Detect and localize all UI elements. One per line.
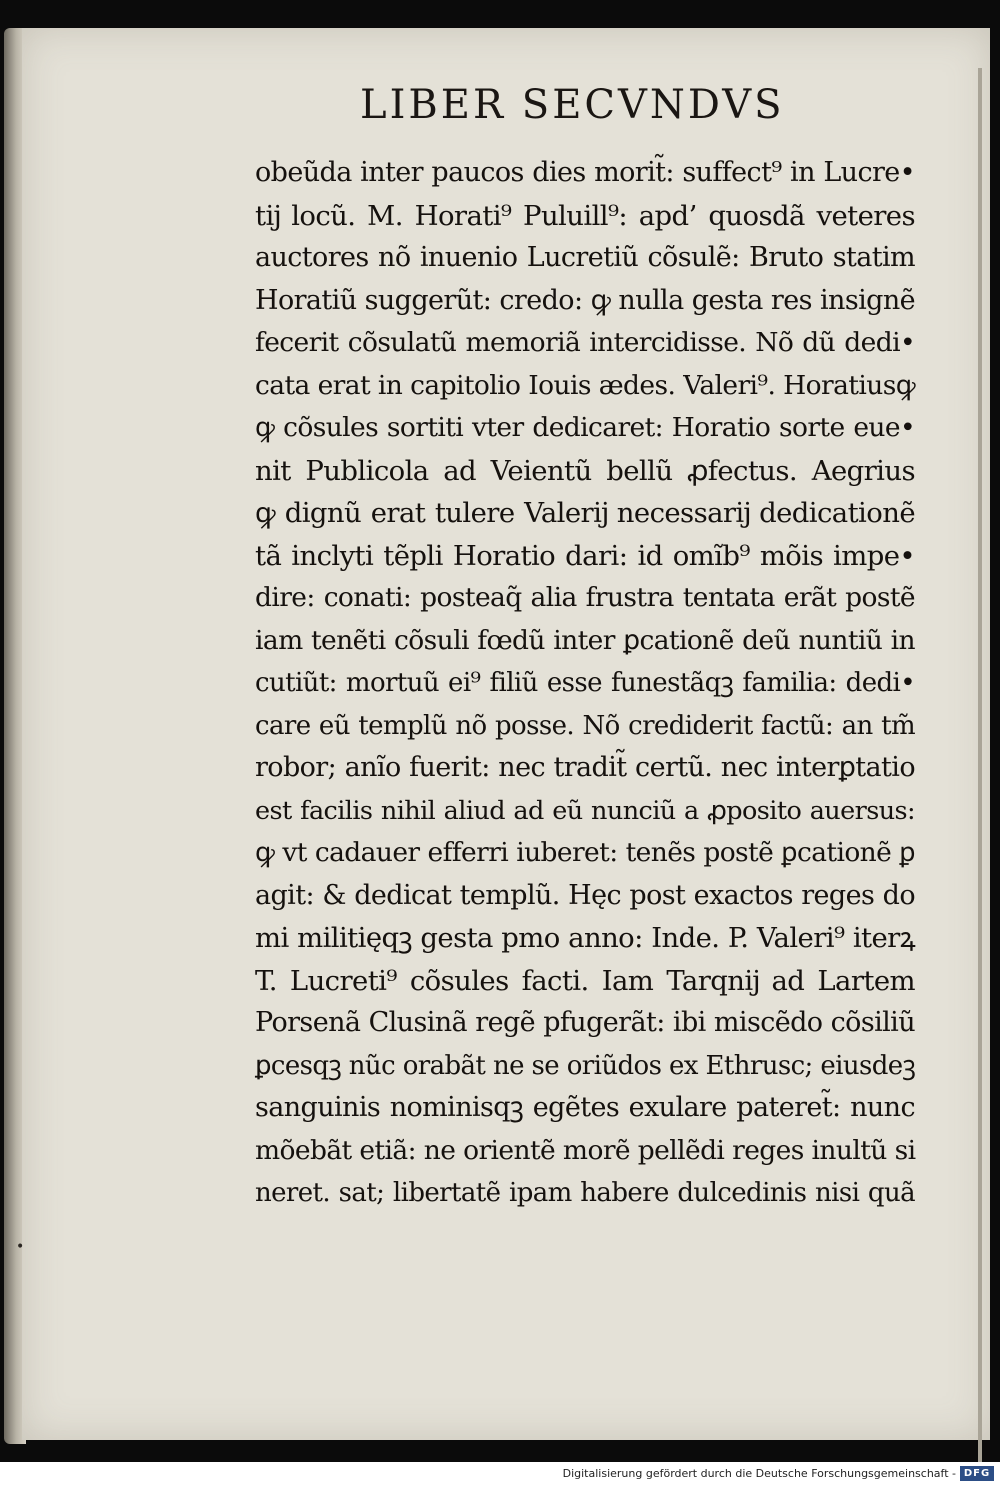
text-line: tã inclyti tẽpli Horatio dari: id omĩb⁹ mõis impe• xyxy=(255,539,915,572)
text-line: ꝑcesqꝫ nũc orabãt ne se oriũdos ex Ethrusc; eiusdeꝫ xyxy=(255,1050,916,1081)
text-line: mõebãt etiã: ne orientẽ morẽ pellẽdi reges inultũ si xyxy=(255,1134,916,1166)
text-line: robor; anĩo fuerit: nec tradit̃ certũ. nec interꝑtatio xyxy=(255,752,915,783)
text-line: ꝙ dignũ erat tulere Valerĳ necessarĳ dedicationẽ xyxy=(255,497,915,529)
text-line: cutiũt: mortuũ ei⁹ filiũ esse funestãqꝫ familia: dedi• xyxy=(255,668,915,698)
text-line: nit Publicola ad Veientũ bellũ ꝓfectus. Aegrius xyxy=(255,454,915,487)
margin-ink-mark: • xyxy=(16,1239,25,1255)
text-line: Porsenã Clusinã regẽ pfugerãt: ibi miscẽdo cõsiliũ xyxy=(255,1007,915,1038)
text-line: neret. sat; libertatẽ ipam habere dulcedinis nisi quã xyxy=(255,1178,915,1208)
text-line: Horatiũ suggerũt: credo: ꝙ nulla gesta res insignẽ xyxy=(255,284,915,316)
text-line: care eũ templũ nõ posse. Nõ crediderit factũ: an tm̃ xyxy=(255,710,915,741)
dfg-logo: DFG xyxy=(960,1466,994,1481)
text-line: auctores nõ inuenio Lucretiũ cõsulẽ: Bruto statim xyxy=(255,242,915,273)
text-line: agit: & dedicat templũ. Hęc post exactos reges do xyxy=(255,879,915,911)
running-head: LIBER SECVNDVS xyxy=(360,82,785,128)
text-line: iam tenẽti cõsuli fœdũ inter ꝑcationẽ deũ nuntiũ in xyxy=(255,624,915,656)
body-text xyxy=(255,152,915,1215)
text-line: dire: conati: posteaq̃ alia frustra tentata erãt postẽ xyxy=(255,582,915,613)
text-line: cata erat in capitolio Iouis ædes. Valeri⁹. Horatiusꝙ xyxy=(255,369,915,401)
text-line: T. Lucreti⁹ cõsules facti. Iam Tarqnĳ ad Lartem xyxy=(255,964,915,997)
text-line: ꝙ cõsules sortiti vter dedicaret: Horatio sorte eue• xyxy=(255,412,915,443)
text-line: mi militięqꝫ gesta pmo anno: Inde. P. Valeri⁹ iterꝝ xyxy=(255,922,915,954)
text-line: fecerit cõsulatũ memoriã intercidisse. Nõ dũ dedi• xyxy=(255,327,915,358)
funding-credit: Digitalisierung gefördert durch die Deutsche Forschungsgemeinschaft - xyxy=(562,1467,956,1480)
text-line: obeũda inter paucos dies morit̃: suffect⁹ in Lucre• xyxy=(255,157,915,188)
text-line: tĳ locũ. M. Horati⁹ Puluill⁹: apd’ quosdã veteres xyxy=(255,199,915,232)
text-line: est facilis nihil aliud ad eũ nunciũ a ꝓposito auersus: xyxy=(255,795,915,826)
text-line: sanguinis nominisqꝫ egẽtes exulare pateret̃: nunc xyxy=(255,1092,915,1123)
page-edge-right xyxy=(978,68,982,1464)
footer-bar xyxy=(0,1462,1000,1486)
text-line: ꝙ vt cadauer efferri iuberet: tenẽs postẽ ꝑcationẽ ꝑ xyxy=(255,837,915,868)
